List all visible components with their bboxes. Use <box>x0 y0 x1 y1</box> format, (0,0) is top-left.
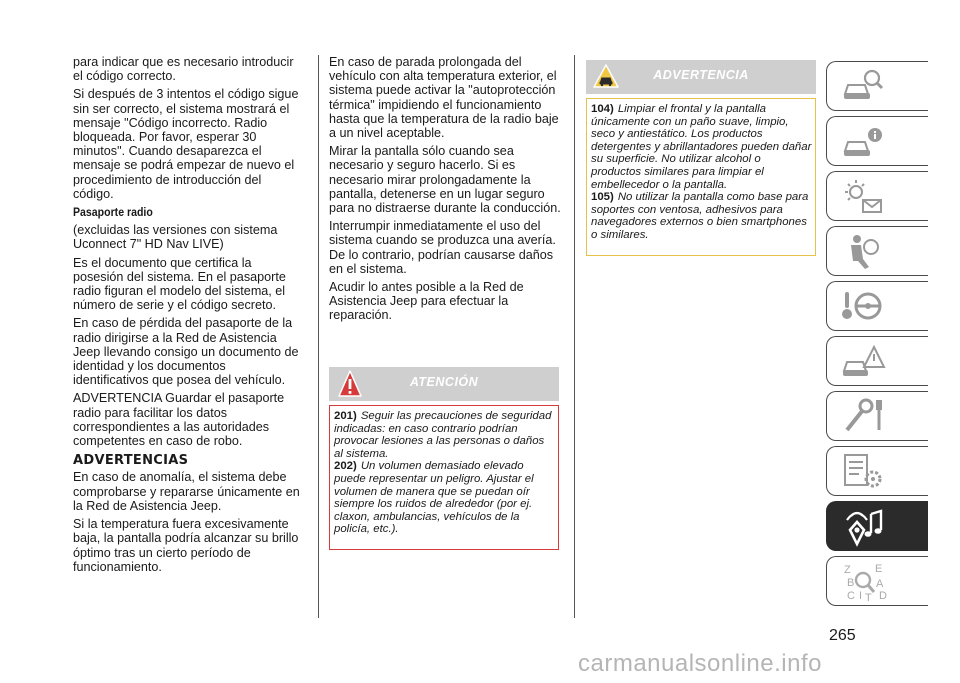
tab-alphabetical-index[interactable] <box>826 556 928 606</box>
svg-text:E: E <box>875 563 883 575</box>
paragraph: para indicar que es necesario introducir el código correcto. <box>73 55 294 84</box>
warning-callout-header <box>586 60 816 94</box>
paragraph: Mirar la pantalla sólo cuando sea necesario y seguro hacerlo. Si es necesario mirar prolongadamente la pantalla, detenerse en un lugar seguro para no distraerse durante la conducción. <box>329 144 561 216</box>
callout-item-number: 201) <box>334 410 357 422</box>
callout-item <box>591 191 812 241</box>
paragraph: ADVERTENCIA Guardar el pasaporte radio para facilitar los datos correspondientes a las autoridades competentes en caso de robo. <box>73 391 285 449</box>
attention-callout-title: ATENCIÓN <box>409 375 479 389</box>
tab-car-warning[interactable] <box>826 336 928 386</box>
svg-text:T: T <box>865 592 872 604</box>
watermark: carmanualsonline.info <box>578 650 822 677</box>
callout-item-text: No utilizar la pantalla como base para soportes con ventosa, adhesivos para navegadores externos o bien smartphones o similares. <box>591 191 809 241</box>
warning-callout-title: ADVERTENCIA <box>653 68 749 82</box>
multimedia-music-icon <box>841 506 885 548</box>
tab-technical-data[interactable] <box>826 446 928 496</box>
callout-item-number: 105) <box>591 191 614 204</box>
paragraph: En caso de anomalía, el sistema debe comprobarse y repararse únicamente en la Red de Asistencia Jeep. <box>73 470 300 513</box>
wrench-screwdriver-icon <box>841 396 885 438</box>
car-magnifier-icon <box>841 66 885 108</box>
callout-item-number: 104) <box>591 103 614 115</box>
callout-item-number: 202) <box>334 460 357 473</box>
car-warning-triangle-icon <box>841 341 885 383</box>
svg-text:Z: Z <box>844 564 851 576</box>
svg-text:A: A <box>876 578 884 590</box>
tab-car-magnifier[interactable] <box>826 61 928 111</box>
page-number: 265 <box>829 627 856 644</box>
callout-item-text: Seguir las precauciones de seguridad indicadas: en caso contrario podrían provocar lesiones a las personas o daños al sistema. <box>334 410 552 460</box>
tab-maintenance[interactable] <box>826 391 928 441</box>
tab-car-info[interactable] <box>826 116 928 166</box>
subheading-radio-passport: Pasaporte radio <box>73 205 153 220</box>
column-divider <box>318 55 319 618</box>
document-gear-icon <box>841 451 885 493</box>
paragraph: En caso de parada prolongada del vehículo con alta temperatura exterior, el sistema puede activar la "autoprotección térmica" impidiendo el funcionamiento hasta que la temperatura de la radio baje a un nivel aceptable. <box>329 55 559 141</box>
attention-callout-header <box>329 367 559 401</box>
light-envelope-icon <box>841 176 885 218</box>
paragraph: En caso de pérdida del pasaporte de la radio dirigirse a la Red de Asistencia Jeep llevando consigo un documento de identidad y los documentos identificativos que posea del vehículo. <box>73 316 299 388</box>
callout-item-text: Un volumen demasiado elevado puede representar un peligro. Ajustar el volumen de manera que se puedan oír siempre los ruidos de alrededor (por ej. claxon, ambulancias, vehículos de la policía, etc.). <box>334 460 534 536</box>
car-info-icon <box>841 121 885 163</box>
section-heading-warnings: ADVERTENCIAS <box>73 453 189 469</box>
callout-item <box>334 410 555 460</box>
warning-callout-body <box>586 98 816 256</box>
paragraph: Interrumpir inmediatamente el uso del sistema cuando se produzca una avería. De lo contrario, podrían causarse daños en el sistema. <box>329 219 556 276</box>
attention-callout-body <box>329 405 559 550</box>
callout-item <box>591 103 812 191</box>
paragraph: Si después de 3 intentos el código sigue sin ser correcto, el sistema mostrará el mensaje "Código incorrecto. Radio bloqueada. Por favor, esperar 30 minutos". Cuando desaparezca el mensaje se podrá empezar de nuevo el procedimiento de introducción del código. <box>73 87 299 201</box>
tab-steering-wheel[interactable] <box>826 281 928 331</box>
airbag-person-icon <box>841 231 885 273</box>
paragraph: (excluidas las versiones con sistema Uconnect 7" HD Nav LIVE) <box>73 223 278 252</box>
svg-text:I: I <box>859 590 863 602</box>
paragraph: Si la temperatura fuera excesivamente baja, la pantalla podría alcanzar su brillo óptimo tras un cierto período de funcionamiento. <box>73 517 299 574</box>
callout-item-text: Limpiar el frontal y la pantalla únicamente con un paño suave, limpio, seco y antiestático. Los productos detergentes y abrillantadores pueden dañar su superficie. No utilizar alcohol o productos similares para limpiar el embellecedor o la pantalla. <box>591 103 812 191</box>
text-column-middle <box>329 55 561 327</box>
svg-text:D: D <box>879 590 887 602</box>
tab-light-envelope[interactable] <box>826 171 928 221</box>
svg-text:C: C <box>847 590 855 602</box>
svg-text:B: B <box>847 577 855 589</box>
text-column-left <box>73 55 301 578</box>
column-divider <box>574 55 575 618</box>
callout-item <box>334 460 555 536</box>
steering-wheel-key-icon <box>841 286 885 328</box>
paragraph: Es el documento que certifica la posesión del sistema. En el pasaporte radio figuran el modelo del sistema, el número de serie y el código secreto. <box>73 255 286 313</box>
tab-airbag-person[interactable] <box>826 226 928 276</box>
paragraph: Acudir lo antes posible a la Red de Asistencia Jeep para efectuar la reparación. <box>329 280 524 323</box>
alphabet-index-icon <box>841 561 885 603</box>
tab-multimedia[interactable] <box>826 501 928 551</box>
